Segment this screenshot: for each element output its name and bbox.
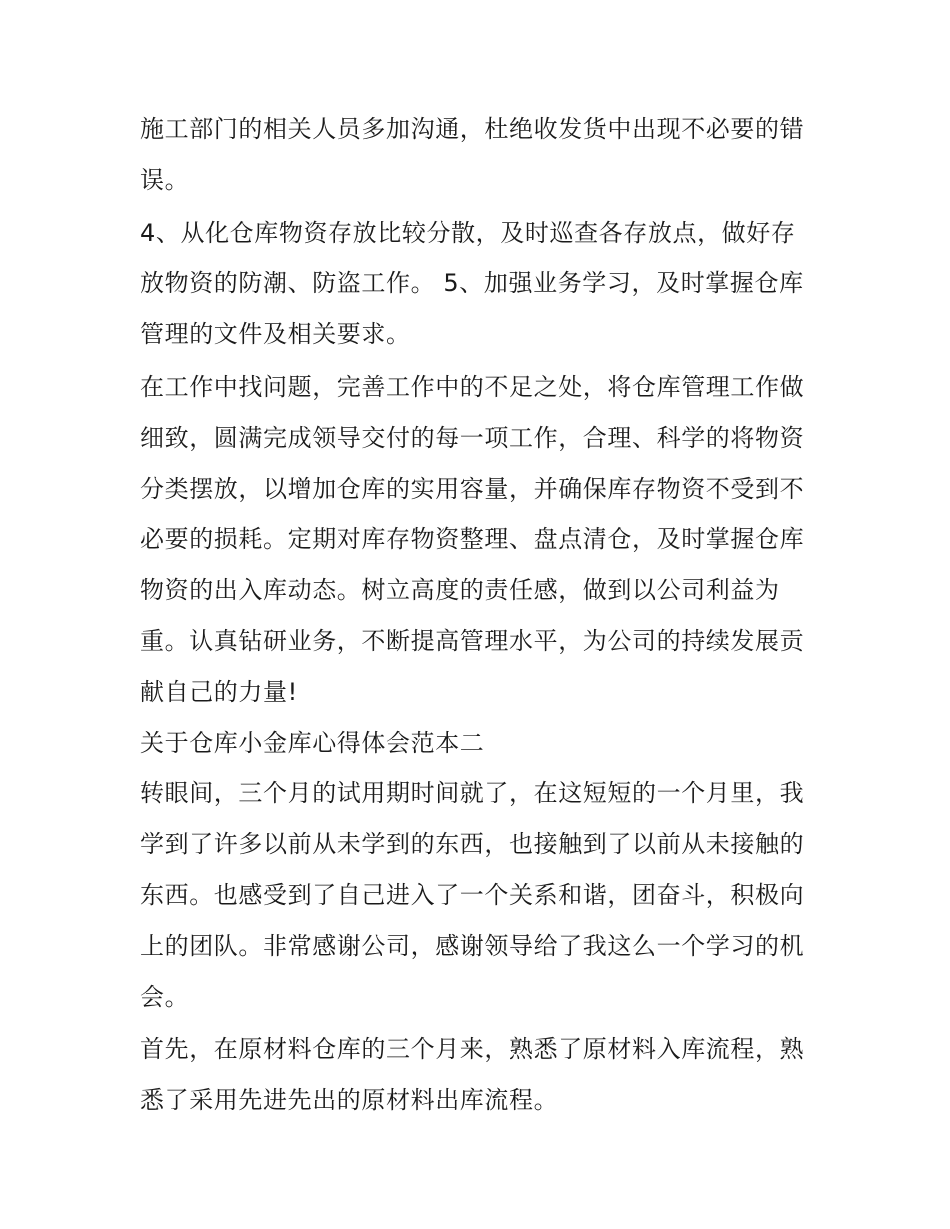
paragraph-communication: 施工部门的相关人员多加沟通，杜绝收发货中出现不必要的错误。 <box>140 115 805 194</box>
paragraph-storage-items: 4、从化仓库物资存放比较分散，及时巡查各存放点，做好存放物资的防潮、防盗工作。 5、加强业务学习，及时掌握仓库管理的文件及相关要求。 <box>140 218 804 349</box>
document-body <box>140 104 820 1126</box>
section-heading: 关于仓库小金库心得体会范本二 <box>140 728 485 757</box>
paragraph-work-improvement: 在工作中找问题，完善工作中的不足之处，将仓库管理工作做细致，圆满完成领导交付的每一项工作，合理、科学的将物资分类摆放，以增加仓库的实用容量，并确保库存物资不受到不必要的损耗。定期对库存物资整理、盘点清仓，及时掌握仓库物资的出入库动态。树立高度的责任感，做到以公司利益为重。认真钻研业务，不断提高管理水平，为公司的持续发展贡献自己的力量! <box>140 372 805 706</box>
paragraph-probation: 转眼间，三个月的试用期时间就了，在这短短的一个月里，我学到了许多以前从未学到的东西，也接触到了以前从未接触的东西。也感受到了自己进入了一个关系和谐，团奋斗，积极向上的团队。非常感谢公司，感谢领导给了我这么一个学习的机会。 <box>140 779 805 1011</box>
paragraph-raw-materials: 首先，在原材料仓库的三个月来，熟悉了原材料入库流程，熟悉了采用先进先出的原材料出库流程。 <box>140 1035 805 1115</box>
